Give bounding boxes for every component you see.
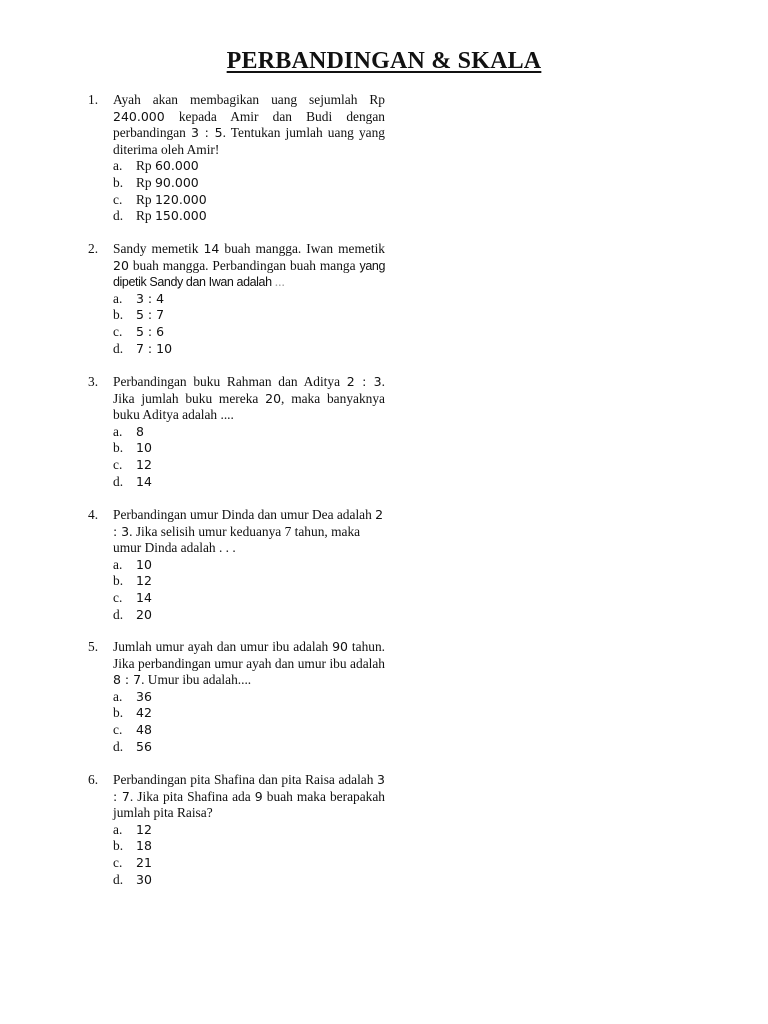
answer-option-a[interactable]: a. 10 <box>113 556 152 572</box>
answer-option-d[interactable]: d. 56 <box>113 738 152 754</box>
answer-options <box>113 557 385 623</box>
amount-value: 240.000 <box>113 108 165 124</box>
question-text: Sandy memetik 14 buah mangga. Iwan memetik 20 buah mangga. Perbandingan buah manga yang dipetik Sandy dan Iwan adalah ... <box>113 241 385 290</box>
answer-option-d[interactable]: d. 14 <box>113 473 152 489</box>
answer-options <box>113 158 385 224</box>
question-1 <box>88 92 385 225</box>
answer-option-a[interactable]: a. 12 <box>113 821 152 837</box>
answer-option-c[interactable]: c. 14 <box>113 589 152 605</box>
answer-options <box>113 689 385 755</box>
answer-option-b[interactable]: b. Rp 90.000 <box>113 174 199 190</box>
answer-option-d[interactable]: d. 30 <box>113 871 152 887</box>
answer-option-c[interactable]: c. Rp 120.000 <box>113 191 207 207</box>
answer-option-d[interactable]: d. 20 <box>113 606 152 622</box>
question-text: Ayah akan membagikan uang sejumlah Rp 240.000 kepada Amir dan Budi dengan perbandingan 3 : 5. Tentukan jumlah uang yang diterima oleh Amir! <box>113 92 385 157</box>
answer-option-b[interactable]: b. 18 <box>113 838 152 854</box>
answer-option-b[interactable]: b. 12 <box>113 573 152 589</box>
question-number: 1. <box>88 92 99 107</box>
answer-option-b[interactable]: b. 5 : 7 <box>113 307 165 323</box>
question-number: 5. <box>88 639 99 654</box>
answer-option-a[interactable]: a. 36 <box>113 688 152 704</box>
question-6 <box>88 772 385 888</box>
question-text: Perbandingan umur Dinda dan umur Dea adalah 2 : 3. Jika selisih umur keduanya 7 tahun, maka umur Dinda adalah . . . <box>113 507 384 556</box>
question-text: Jumlah umur ayah dan umur ibu adalah 90 tahun. Jika perbandingan umur ayah dan umur ibu adalah 8 : 7. Umur ibu adalah.... <box>113 639 386 688</box>
answer-option-d[interactable]: d. Rp 150.000 <box>113 208 207 224</box>
question-5 <box>88 639 385 755</box>
question-number: 3. <box>88 374 99 389</box>
question-3 <box>88 374 385 490</box>
answer-option-a[interactable]: a. 3 : 4 <box>113 290 165 306</box>
question-2 <box>88 241 385 357</box>
question-number: 6. <box>88 772 99 787</box>
answer-option-b[interactable]: b. 42 <box>113 705 152 721</box>
question-number: 2. <box>88 241 99 256</box>
question-text: Perbandingan pita Shafina dan pita Raisa adalah 3 : 7. Jika pita Shafina ada 9 buah maka berapakah jumlah pita Raisa? <box>113 772 385 821</box>
answer-options <box>113 291 385 357</box>
answer-option-b[interactable]: b. 10 <box>113 440 152 456</box>
answer-option-c[interactable]: c. 12 <box>113 456 152 472</box>
answer-option-c[interactable]: c. 5 : 6 <box>113 323 165 339</box>
answer-option-c[interactable]: c. 21 <box>113 854 152 870</box>
answer-option-a[interactable]: a. Rp 60.000 <box>113 158 199 174</box>
answer-options <box>113 424 385 490</box>
ratio-value: 3 : 5 <box>190 125 223 141</box>
answer-option-a[interactable]: a. 8 <box>113 423 144 439</box>
answer-option-d[interactable]: d. 7 : 10 <box>113 340 173 356</box>
question-text: Perbandingan buku Rahman dan Aditya 2 : 3. Jika jumlah buku mereka 20, maka banyaknya buku Aditya adalah .... <box>113 374 385 423</box>
page-title: PERBANDINGAN & SKALA <box>226 48 542 74</box>
answer-options <box>113 822 385 888</box>
answer-option-c[interactable]: c. 48 <box>113 721 152 737</box>
question-4 <box>88 507 385 623</box>
question-number: 4. <box>88 507 99 522</box>
